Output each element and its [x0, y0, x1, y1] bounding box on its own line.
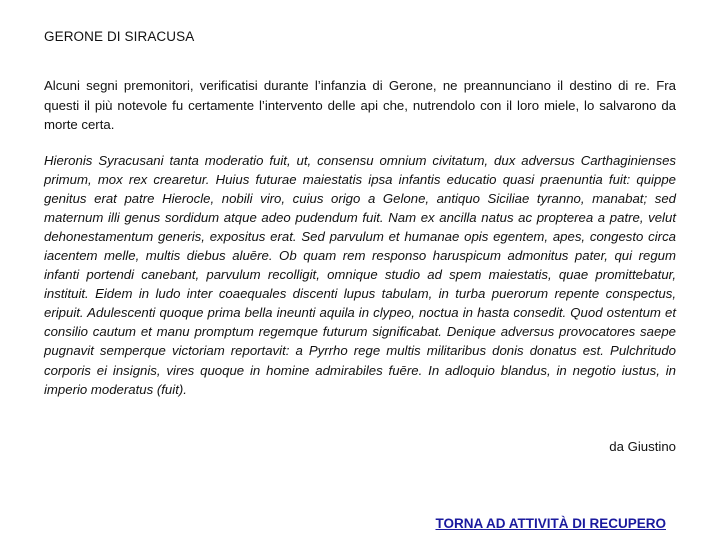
document-title: GERONE DI SIRACUSA	[44, 29, 195, 44]
intro-paragraph: Alcuni segni premonitori, verificatisi durante l’infanzia di Gerone, ne preannunciano il destino di re. Fra questi il più notevole fu certamente l’intervento delle api che, nutrendolo con il loro miele, lo salvarono da morte certa.	[44, 78, 676, 132]
back-to-activities-link[interactable]: TORNA AD ATTIVITÀ DI RECUPERO	[435, 516, 666, 531]
source-attribution: da Giustino	[609, 439, 676, 454]
document-page	[44, 0, 676, 540]
latin-passage: Hieronis Syracusani tanta moderatio fuit, ut, consensu omnium civitatum, dux adversus Carthaginienses primum, mox rex crearetur. Huius futurae maiestatis ipsa infantis educatio quasi praenuntia fuit: quippe genitus erat patre Hierocle, nobili viro, cuius origo a Gelone, antiquo Siciliae tyranno, manabat; sed maternum illi genus sordidum atque adeo pudendum fuit. Nam ex ancilla natus ac propterea a patre, velut dehonestamentum generis, expositus erat. Sed parvulum et humanae opis egentem, apes, congesto circa iacentem melle, multis diebus aluēre. Ob quam rem responso haruspicum admonitus pater, qui regum infanti portendi canebant, parvulum recolligit, omnique studio ad spem maiestatis, quae promittebatur, instituit. Eidem in ludo inter coaequales discenti lupus tabulam, in turba puerorum repente conspectus, eripuit. Adulescenti quoque prima bella ineunti aquila in clypeo, noctua in hasta consedit. Quod ostentum et consilio cautum et manu promptum regemque futurum significabat. Denique adversus provocatores saepe pugnavit semperque victoriam reportavit: a Pyrrho rege multis militaribus donis donatus est. Pulchritudo corporis ei insignis, vires quoque in homine admirabiles fuēre. In adloquio blandus, in negotio iustus, in imperio moderatus (fuit).	[44, 153, 676, 397]
